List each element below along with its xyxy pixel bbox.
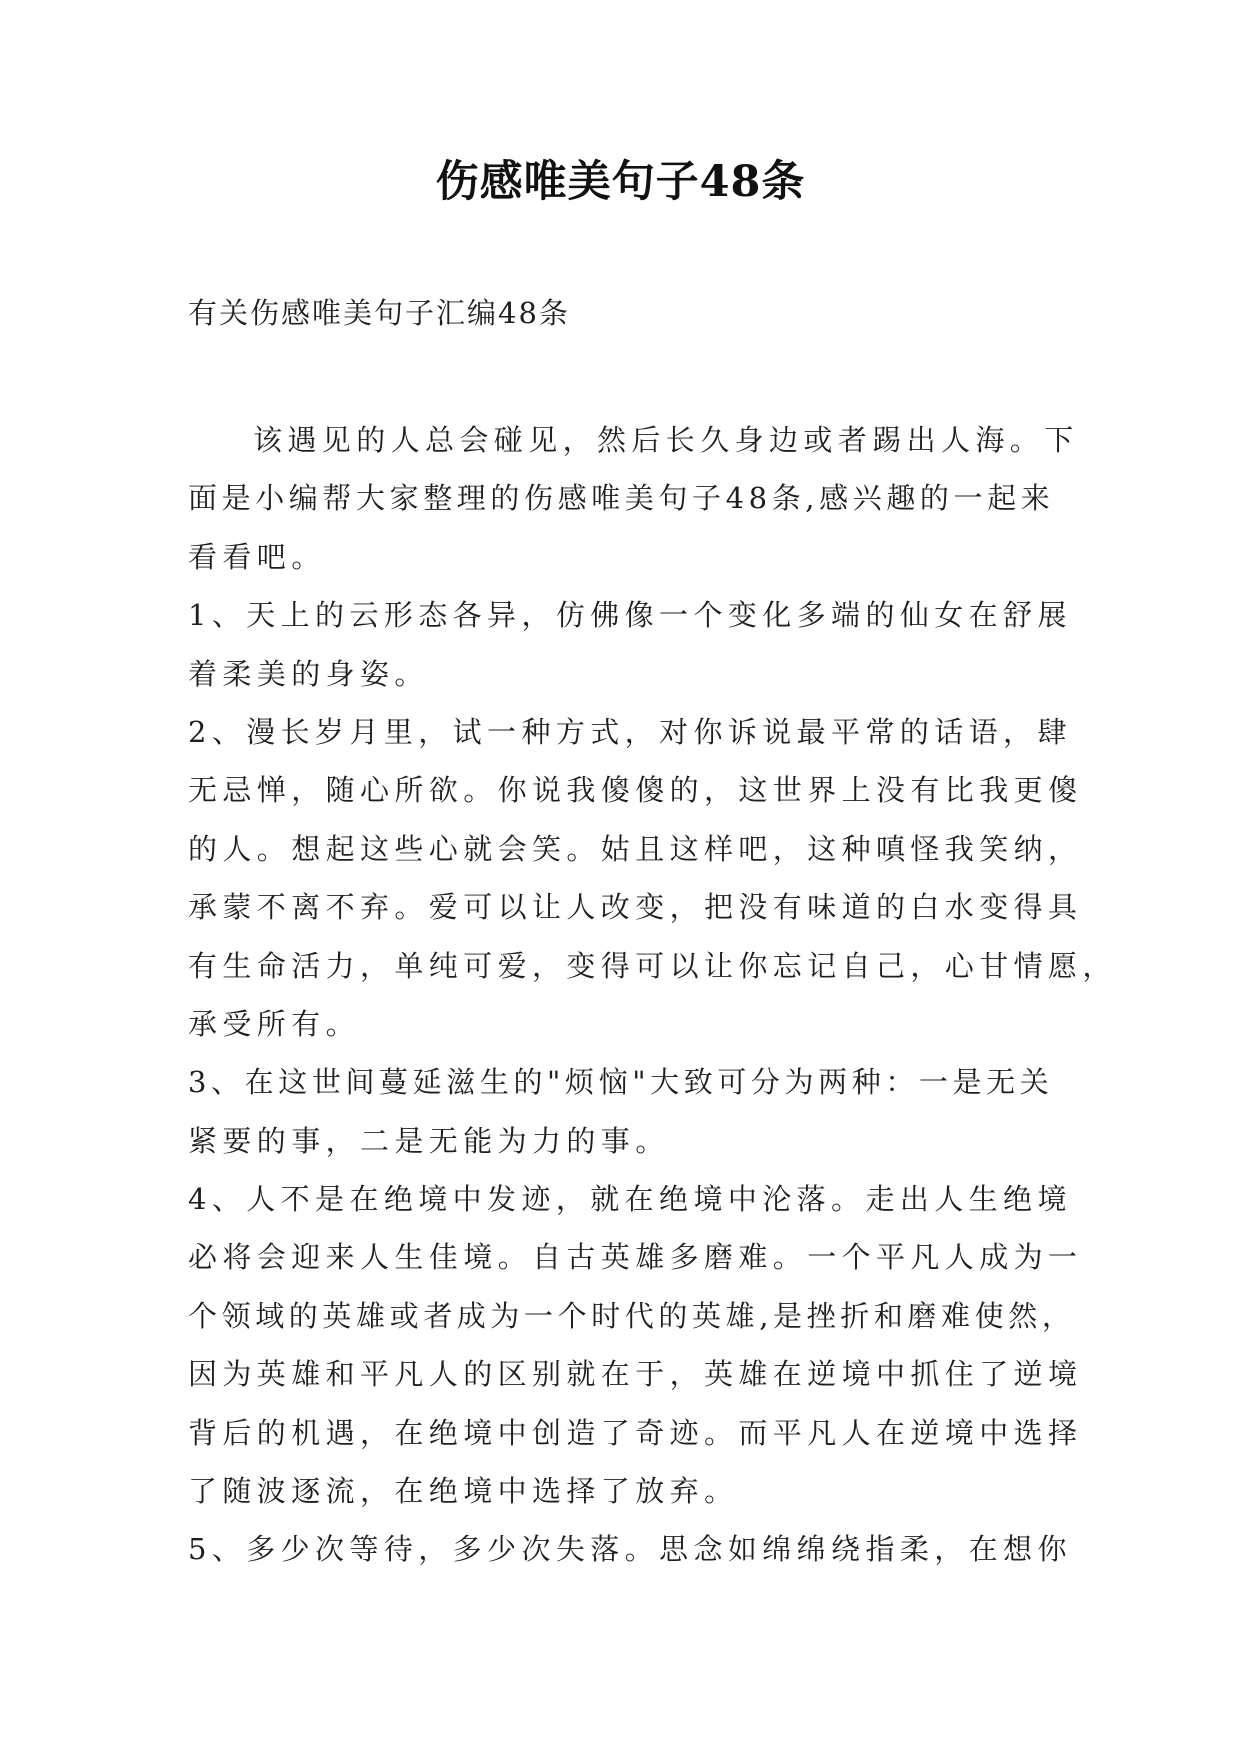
body-line: 5、多少次等待，多少次失落。思念如绵绵绕指柔，在想你: [188, 1532, 1072, 1567]
body-line: 无忌惮，随心所欲。你说我傻傻的，这世界上没有比我更傻: [188, 773, 1083, 808]
body-line: 因为英雄和平凡人的区别就在于，英雄在逆境中抓住了逆境: [188, 1357, 1083, 1392]
body-line: 承受所有。: [188, 1006, 361, 1041]
body-line: 必将会迎来人生佳境。自古英雄多磨难。一个平凡人成为一: [188, 1240, 1083, 1275]
document-body: [188, 411, 1117, 1579]
body-line: 2、漫长岁月里，试一种方式，对你诉说最平常的话语，肆: [188, 714, 1072, 749]
body-line: 了随波逐流，在绝境中选择了放弃。: [188, 1474, 739, 1509]
body-line: 有生命活力，单纯可爱，变得可以让你忘记自己，心甘情愿，: [188, 948, 1117, 983]
body-line: 3、在这世间蔓延滋生的"烦恼"大致可分为两种：一是无关: [188, 1065, 1054, 1100]
body-line: 的人。想起这些心就会笑。姑且这样吧，这种嗔怪我笑纳，: [188, 831, 1083, 866]
body-line: 该遇见的人总会碰见，然后长久身边或者踢出人海。下: [253, 423, 1079, 457]
document-subtitle: 有关伤感唯美句子汇编48条: [188, 296, 570, 330]
document-title: 伤感唯美句子48条: [435, 157, 806, 207]
body-line: 4、人不是在绝境中发迹，就在绝境中沦落。走出人生绝境: [188, 1182, 1072, 1217]
body-line: 背后的机遇，在绝境中创造了奇迹。而平凡人在逆境中选择: [188, 1415, 1083, 1450]
body-line: 承蒙不离不弃。爱可以让人改变，把没有味道的白水变得具: [188, 890, 1083, 925]
body-line: 1、天上的云形态各异，仿佛像一个变化多端的仙女在舒展: [188, 598, 1072, 633]
body-line: 看看吧。: [188, 539, 326, 574]
body-line: 个领域的英雄或者成为一个时代的英雄,是挫折和磨难使然，: [188, 1298, 1076, 1333]
body-line: 紧要的事，二是无能为力的事。: [188, 1123, 670, 1158]
body-line: 面是小编帮大家整理的伤感唯美句子48条,感兴趣的一起来: [188, 481, 1055, 516]
body-line: 着柔美的身姿。: [188, 656, 429, 691]
